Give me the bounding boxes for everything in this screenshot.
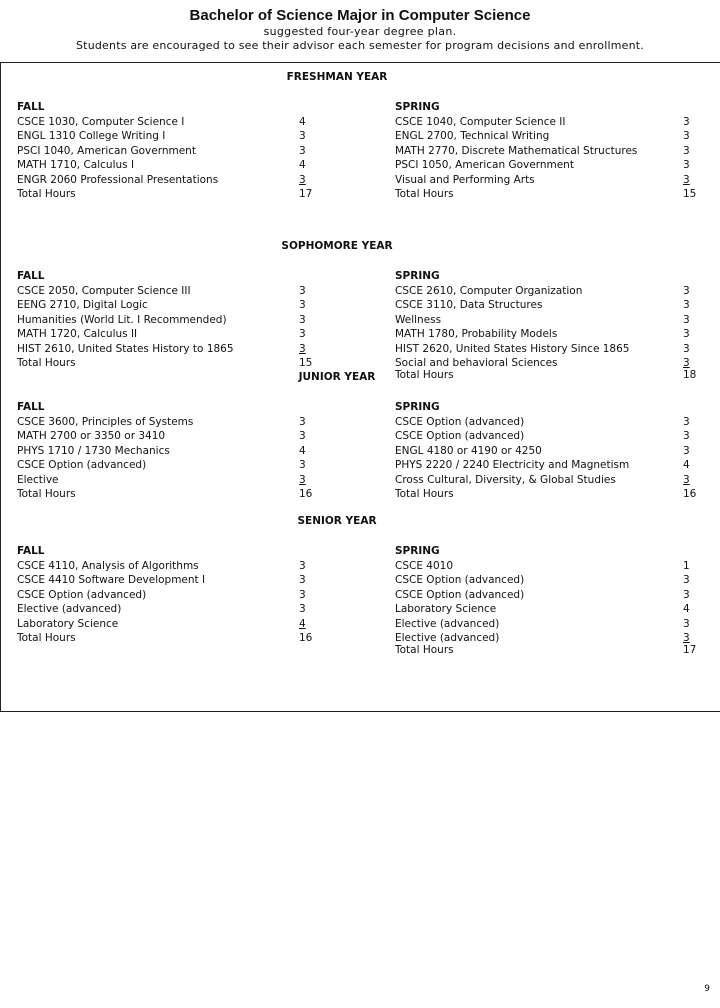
total-hours-label: Total Hours [17,357,76,369]
course-row [17,284,306,299]
course-row [17,444,306,459]
course-row [17,429,306,444]
course-row [395,173,690,188]
course-row [17,129,306,144]
course-row [395,313,690,328]
course-name: CSCE 2610, Computer Organization [395,284,583,297]
total-hours-value: 18 [683,368,697,381]
course-hours: 3 [683,632,690,644]
course-name: PSCI 1050, American Government [395,159,574,171]
spring-semester [395,544,697,657]
page-title: Bachelor of Science Major in Computer Science [189,7,531,24]
total-hours-value: 17 [299,188,313,200]
total-hours-label: Total Hours [395,643,454,656]
course-name: Laboratory Science [395,603,497,615]
page-subtitle: suggested four-year degree plan. [263,25,457,38]
course-hours: 3 [683,588,690,601]
course-row [395,588,690,603]
course-row [395,327,690,342]
total-hours-label: Total Hours [17,488,76,500]
course-hours: 3 [683,328,690,340]
course-name: Humanities (World Lit. I Recommended) [17,313,227,326]
course-hours: 3 [683,173,690,186]
total-hours-row [395,487,697,502]
course-name: Elective [17,473,59,486]
total-hours-row [17,631,313,646]
course-hours: 3 [299,574,306,586]
course-row [395,458,690,473]
course-name: EENG 2710, Digital Logic [17,299,148,311]
course-row [17,573,306,588]
course-hours: 3 [683,313,690,326]
course-row [17,173,306,188]
course-hours: 3 [299,328,306,340]
course-hours: 3 [683,130,690,142]
course-name: Elective (advanced) [395,632,500,644]
course-hours: 3 [683,444,690,457]
spring-semester [395,100,697,202]
course-name: CSCE Option (advanced) [17,459,147,471]
spring-label: SPRING [395,101,440,113]
total-hours-row [17,356,313,371]
course-hours: 3 [683,159,690,171]
course-name: MATH 1780, Probability Models [395,328,558,340]
course-name: HIST 2610, United States History to 1865 [17,342,234,355]
course-hours: 3 [299,313,306,326]
course-row [17,327,306,342]
course-hours: 3 [683,430,690,442]
course-row [395,115,690,130]
course-row [395,444,690,459]
course-hours: 3 [683,144,690,157]
total-hours-value: 16 [299,488,313,500]
course-row [395,144,690,159]
advisor-note: Students are encouraged to see their advisor each semester for program decisions and enrollment. [76,39,644,52]
fall-semester [17,400,313,502]
year-title: JUNIOR YEAR [298,371,376,383]
course-name: MATH 2770, Discrete Mathematical Structures [395,144,638,157]
course-hours: 3 [299,342,306,355]
course-row [17,458,306,473]
course-hours: 3 [683,574,690,586]
total-hours-row [395,187,697,202]
total-hours-label: Total Hours [17,188,76,200]
course-row [395,129,690,144]
course-hours: 3 [683,617,690,630]
total-hours-value: 16 [683,488,697,500]
course-name: CSCE 4110, Analysis of Algorithms [17,559,199,572]
total-hours-value: 15 [683,188,697,200]
course-hours: 3 [299,284,306,297]
course-hours: 1 [683,559,690,572]
course-name: CSCE 4010 [395,559,454,572]
total-hours-row [395,643,697,658]
course-hours: 4 [299,444,306,457]
course-name: Elective (advanced) [17,603,122,615]
course-hours: 3 [299,559,306,572]
fall-label: FALL [17,270,45,282]
course-name: Wellness [395,313,442,326]
course-row [17,617,306,632]
course-name: CSCE Option (advanced) [395,415,525,428]
course-row [17,313,306,328]
course-name: ENGR 2060 Professional Presentations [17,173,219,186]
course-name: CSCE 3600, Principles of Systems [17,415,194,428]
course-hours: 3 [299,588,306,601]
course-name: CSCE 1040, Computer Science II [395,115,566,128]
course-row [17,559,306,574]
course-row [395,415,690,430]
course-name: CSCE 1030, Computer Science I [17,115,185,128]
course-hours: 4 [299,115,306,128]
total-hours-label: Total Hours [17,632,76,644]
spring-label: SPRING [395,545,440,557]
course-name: CSCE Option (advanced) [395,574,525,586]
course-row [395,602,690,617]
total-hours-value: 16 [299,632,313,644]
course-name: Cross Cultural, Diversity, & Global Studies [395,473,616,486]
page-number: 9 [704,984,710,994]
course-hours: 3 [683,342,690,355]
course-hours: 3 [299,603,306,615]
fall-semester [17,100,313,202]
spring-label: SPRING [395,270,440,282]
course-row [17,415,306,430]
course-hours: 3 [299,430,306,442]
course-name: Social and behavioral Sciences [395,357,558,369]
course-name: MATH 2700 or 3350 or 3410 [17,430,166,442]
course-row [17,473,306,488]
course-name: CSCE Option (advanced) [17,588,147,601]
course-row [395,559,690,574]
total-hours-row [17,487,313,502]
course-row [395,284,690,299]
course-hours: 3 [683,299,690,311]
course-name: CSCE Option (advanced) [395,588,525,601]
course-name: CSCE 4410 Software Development I [17,574,206,586]
course-hours: 3 [299,130,306,142]
course-name: ENGL 1310 College Writing I [17,130,166,142]
course-row [395,573,690,588]
year-title: FRESHMAN YEAR [286,71,388,83]
course-hours: 3 [683,115,690,128]
course-hours: 3 [299,299,306,311]
course-hours: 3 [683,473,690,486]
total-hours-label: Total Hours [395,188,454,200]
fall-label: FALL [17,101,45,113]
course-name: MATH 1720, Calculus II [17,328,138,340]
course-name: PHYS 2220 / 2240 Electricity and Magnetism [395,459,630,471]
spring-semester [395,400,697,502]
course-row [395,429,690,444]
total-hours-label: Total Hours [395,488,454,500]
course-row [395,342,690,357]
page-header [0,6,720,53]
spring-label: SPRING [395,401,440,413]
course-hours: 3 [683,357,690,369]
course-row [17,115,306,130]
course-row [17,588,306,603]
year-title: SOPHOMORE YEAR [281,240,393,252]
course-row [395,298,690,313]
course-hours: 4 [683,459,690,471]
course-hours: 3 [299,144,306,157]
course-name: MATH 1710, Calculus I [17,159,135,171]
course-row [395,473,690,488]
total-hours-row [17,187,313,202]
course-name: CSCE Option (advanced) [395,430,525,442]
course-hours: 3 [299,173,306,186]
course-row [17,158,306,173]
course-name: HIST 2620, United States History Since 1865 [395,342,630,355]
total-hours-label: Total Hours [395,368,454,381]
course-hours: 3 [299,415,306,428]
course-hours: 4 [299,159,306,171]
fall-semester [17,269,313,371]
course-hours: 4 [299,617,306,630]
course-name: Elective (advanced) [395,617,500,630]
course-name: CSCE 2050, Computer Science III [17,284,191,297]
fall-label: FALL [17,545,45,557]
course-row [395,617,690,632]
fall-label: FALL [17,401,45,413]
spring-semester [395,269,697,382]
course-row [17,342,306,357]
course-row [395,158,690,173]
total-hours-value: 15 [299,357,313,369]
course-hours: 3 [683,415,690,428]
course-name: ENGL 2700, Technical Writing [395,130,550,142]
course-name: Visual and Performing Arts [395,173,535,186]
course-row [17,298,306,313]
course-name: Laboratory Science [17,617,119,630]
course-row [17,602,306,617]
course-name: PSCI 1040, American Government [17,144,196,157]
fall-semester [17,544,313,646]
course-name: ENGL 4180 or 4190 or 4250 [395,444,542,457]
course-name: CSCE 3110, Data Structures [395,299,543,311]
course-hours: 4 [683,603,690,615]
course-name: PHYS 1710 / 1730 Mechanics [17,444,170,457]
year-title: SENIOR YEAR [297,515,377,527]
course-row [17,144,306,159]
course-hours: 3 [299,459,306,471]
course-hours: 3 [683,284,690,297]
total-hours-value: 17 [683,643,697,656]
course-hours: 3 [299,473,306,486]
degree-plan-box [0,62,720,712]
